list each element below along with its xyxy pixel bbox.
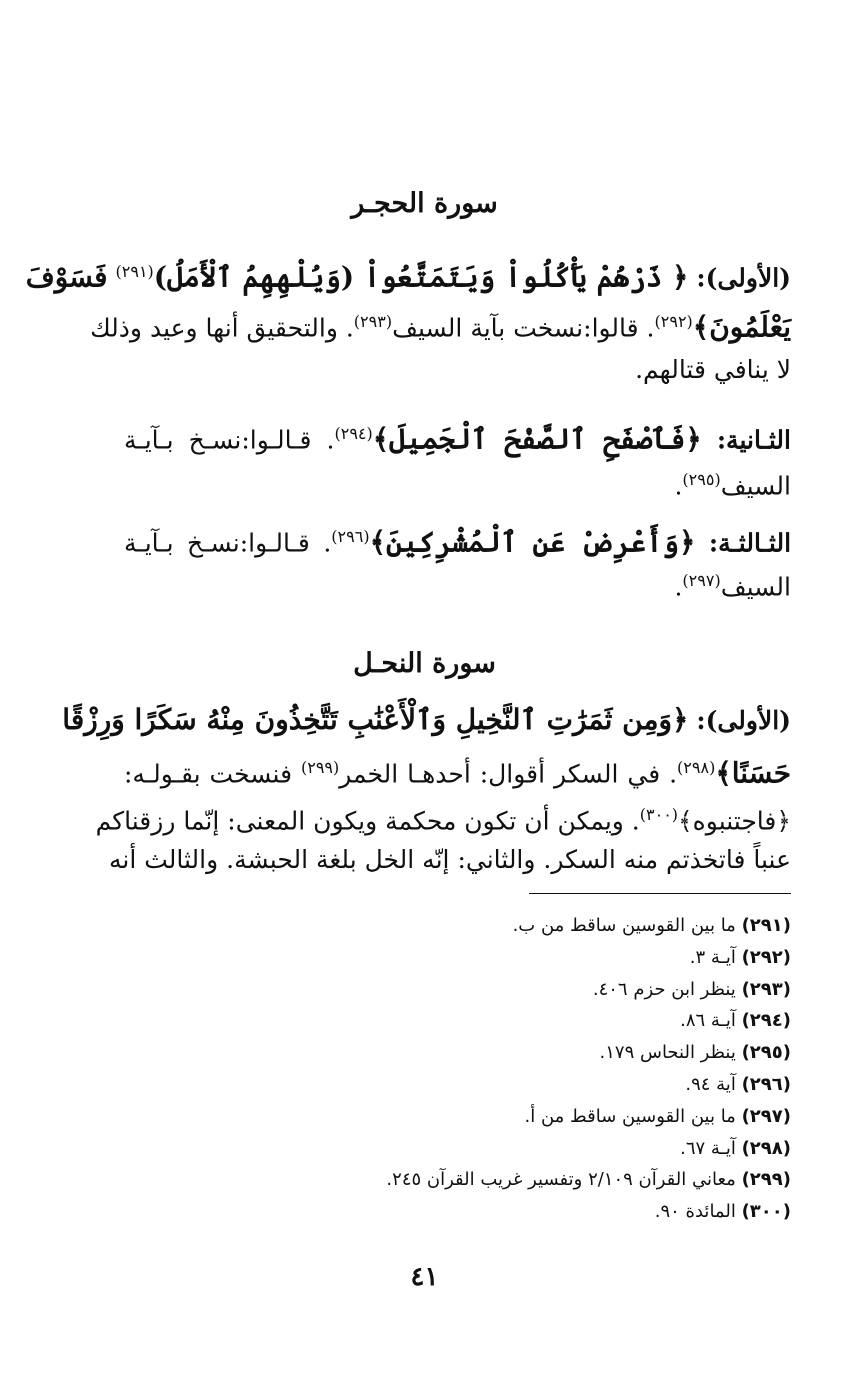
clause-label: الثـالثـة: bbox=[708, 528, 792, 558]
footnote bbox=[91, 1101, 791, 1133]
footnote-ref: (٢٩٧) bbox=[682, 571, 721, 590]
footnote bbox=[91, 1164, 791, 1196]
body-text: . قـالـوا:نسـخ بـآيـة bbox=[124, 528, 332, 558]
footnote-text: ما بين القوسين ساقط من أ. bbox=[524, 1105, 736, 1127]
nahl-first-line-4: عنباً فاتخذتم منه السكر. والثاني: إنّه الخل بلغة الحبشة. والثالث أنه bbox=[108, 845, 791, 874]
body-text: . قالوا:نسخت بآية السيف bbox=[392, 313, 655, 343]
footnote-ref: (٢٩٨) bbox=[677, 758, 716, 777]
quran-verse: فَسَوْفَ bbox=[25, 260, 108, 294]
footnote bbox=[91, 942, 791, 974]
footnotes-list bbox=[91, 910, 791, 1228]
page-number: ٤١ bbox=[410, 1262, 439, 1292]
footnote bbox=[91, 1069, 791, 1101]
hijr-second-line-1 bbox=[124, 414, 791, 460]
hijr-third-line-1 bbox=[124, 517, 791, 563]
nahl-first-line-2 bbox=[124, 748, 791, 794]
footnote-number: (٢٩٦) bbox=[741, 1073, 791, 1095]
body-text: . والتحقيق أنها وعيد وذلك bbox=[90, 313, 354, 343]
footnote-text: المائدة ٩٠. bbox=[654, 1201, 736, 1223]
body-text: السيف bbox=[720, 572, 791, 602]
footnote-ref: (٢٩٩) bbox=[300, 758, 340, 777]
nahl-first-line-3 bbox=[95, 795, 791, 841]
footnote-text: ينظر النحاس ١٧٩. bbox=[599, 1042, 736, 1064]
hijr-first-line-2 bbox=[90, 302, 791, 348]
footnote-text: معاني القرآن ٢/١٠٩ وتفسير غريب القرآن ٢٤٥. bbox=[386, 1169, 736, 1191]
body-text: ﴿فاجتنبوه﴾ bbox=[678, 806, 791, 836]
footnote-text: آية ٩٤. bbox=[685, 1073, 736, 1095]
footnote-ref: (٢٩٥) bbox=[682, 470, 721, 489]
footnote bbox=[91, 974, 791, 1006]
footnote bbox=[91, 1005, 791, 1037]
footnote-number: (٢٩٥) bbox=[741, 1042, 791, 1064]
quran-verse: ﴿ ذَرْهُمْ يَأْكُلُواْ وَيَتَمَتَّعُواْ (وَيُلْهِهِمُ ٱلْأَمَلُ) bbox=[153, 260, 689, 294]
footnote bbox=[91, 1133, 791, 1165]
clause-label: (الأولى): bbox=[696, 706, 791, 735]
footnote bbox=[91, 910, 791, 942]
footnote-number: (٢٩٢) bbox=[741, 946, 791, 968]
quran-verse: ﴿وَمِن ثَمَرَٰتِ ٱلنَّخِيلِ وَٱلْأَعْنَٰبِ تَتَّخِذُونَ مِنْهُ سَكَرًا وَرِزْقًا bbox=[62, 703, 689, 736]
footnote-number: (٣٠٠) bbox=[741, 1201, 791, 1223]
hijr-second-line-2 bbox=[124, 460, 791, 506]
footnote-text: ما بين القوسين ساقط من ب. bbox=[512, 915, 736, 936]
nahl-first-line-1 bbox=[62, 700, 791, 741]
quran-verse: يَعْلَمُونَ﴾ bbox=[692, 310, 791, 344]
footnote-number: (٢٩٩) bbox=[741, 1169, 791, 1191]
footnote-number: (٢٩١) bbox=[741, 915, 791, 936]
quran-verse: حَسَنًا﴾ bbox=[715, 756, 792, 790]
footnote bbox=[91, 1037, 791, 1069]
footnote-ref: (٢٩١) bbox=[115, 262, 154, 281]
body-text: . bbox=[674, 471, 683, 501]
surah-heading-nahl: سورة النحـل bbox=[353, 648, 496, 679]
footnote-ref: (٢٩٤) bbox=[334, 424, 373, 443]
hijr-first-line-1 bbox=[25, 252, 791, 298]
footnote-text: آيـة ٦٧. bbox=[680, 1137, 736, 1159]
footnote-number: (٢٩٨) bbox=[741, 1137, 791, 1159]
footnote-text: آيـة ٣. bbox=[689, 946, 736, 968]
body-text: . ويمكن أن تكون محكمة ويكون المعنى: إنّما رزقناكم bbox=[95, 806, 640, 836]
footnote-number: (٢٩٤) bbox=[741, 1010, 791, 1032]
hijr-first-line-3: لا ينافي قتالهم. bbox=[635, 355, 791, 384]
body-text: فنسخت بقـولـه: bbox=[124, 759, 293, 789]
body-text: السيف bbox=[720, 471, 791, 501]
footnote-ref: (٣٠٠) bbox=[639, 805, 679, 824]
surah-heading-hijr: سورة الحجـر bbox=[351, 188, 498, 219]
clause-label: (الأولى): bbox=[696, 263, 791, 293]
footnote-number: (٢٩٧) bbox=[741, 1105, 791, 1127]
footnote-text: آيـة ٨٦. bbox=[680, 1010, 736, 1032]
body-text: . قـالـوا:نسـخ بـآيـة bbox=[124, 425, 335, 455]
footnote-number: (٢٩٣) bbox=[741, 978, 791, 1000]
footnote bbox=[91, 1196, 791, 1228]
footnote-text: ينظر ابن حزم ٤٠٦. bbox=[592, 978, 736, 1000]
footnote-separator bbox=[529, 893, 791, 894]
hijr-third-line-2 bbox=[124, 561, 791, 607]
clause-label: الثـانية: bbox=[716, 425, 791, 455]
body-text: . في السكر أقوال: أحدهـا الخمر bbox=[339, 759, 678, 789]
quran-verse: ﴿وَأَعْرِضْ عَنِ ٱلْمُشْرِكِينَ﴾ bbox=[369, 525, 696, 559]
body-text: . bbox=[674, 572, 683, 602]
footnote-ref: (٢٩٢) bbox=[654, 312, 693, 331]
quran-verse: ﴿فَٱصْفَحِ ٱلصَّفْحَ ٱلْجَمِيلَ﴾ bbox=[372, 422, 702, 456]
footnote-ref: (٢٩٦) bbox=[331, 527, 370, 546]
footnote-ref: (٢٩٣) bbox=[353, 312, 393, 331]
